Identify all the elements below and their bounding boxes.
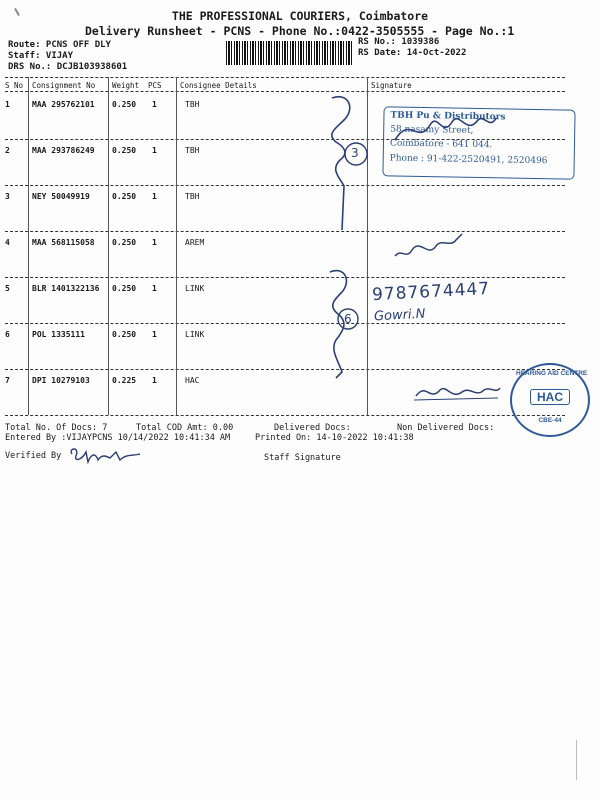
- seal-bottom-text: CBE-44: [538, 417, 562, 424]
- handwritten-phone: 9787674447: [371, 278, 491, 306]
- cell-consignee: LINK: [185, 284, 205, 293]
- cell-sno: 7: [5, 376, 10, 385]
- stamp-line: TBH Pu & Distributors: [390, 110, 506, 123]
- col-sep: [176, 77, 177, 415]
- rs-date: RS Date: 14-Oct-2022: [358, 48, 467, 58]
- cell-weight: 0.250: [112, 238, 137, 247]
- cell-consignment: DPI 10279103: [32, 376, 90, 385]
- seal-top-text: HEARING AID CENTRE: [516, 370, 588, 377]
- row-divider: [5, 323, 565, 324]
- cell-sno: 1: [5, 100, 10, 109]
- handwritten-name: Gowri.N: [373, 306, 426, 325]
- stamp-line: Coimbatore - 641 044.: [389, 138, 493, 151]
- cell-sno: 6: [5, 330, 10, 339]
- row-divider: [5, 369, 565, 370]
- staff-signature-label: Staff Signature: [264, 453, 341, 463]
- cell-pcs: 1: [152, 330, 157, 339]
- th-pcs: PCS: [148, 81, 162, 90]
- table-header-rule: [5, 91, 565, 92]
- row-divider: [5, 277, 565, 278]
- cell-weight: 0.250: [112, 284, 137, 293]
- cell-consignee: TBH: [185, 146, 200, 155]
- signature-scribble: [390, 228, 470, 268]
- cell-sno: 5: [5, 284, 10, 293]
- cell-pcs: 1: [152, 146, 157, 155]
- cell-pcs: 1: [152, 238, 157, 247]
- th-sno: S No: [5, 81, 24, 90]
- verified-by-label: Verified By: [5, 451, 62, 461]
- signature-scribble: [412, 378, 502, 406]
- cell-weight: 0.225: [112, 376, 137, 385]
- cell-consignment: MAA 568115058: [32, 238, 95, 247]
- cell-sno: 2: [5, 146, 10, 155]
- entered-by: Entered By :VIJAYPCNS 10/14/2022 10:41:34 AM: [5, 433, 231, 443]
- row-divider: [5, 231, 565, 232]
- cell-pcs: 1: [152, 192, 157, 201]
- circled-number: 3: [351, 146, 359, 160]
- cell-consignee: AREM: [185, 238, 205, 247]
- seal-center-text: HAC: [530, 389, 570, 405]
- cell-consignment: NEY 50049919: [32, 192, 90, 201]
- printed-on: Printed On: 14-10-2022 10:41:38: [255, 433, 414, 443]
- cell-weight: 0.250: [112, 192, 137, 201]
- cell-consignment: POL 1335111: [32, 330, 85, 339]
- scan-speck: [576, 740, 577, 780]
- stamp-line: Phone : 91-422-2520491, 2520496: [389, 153, 548, 167]
- th-consignee: Consignee Details: [180, 81, 257, 90]
- table-top-rule: [5, 77, 565, 78]
- total-cod: Total COD Amt: 0.00: [136, 423, 234, 433]
- route-label: Route: PCNS OFF DLY: [8, 40, 111, 50]
- cell-pcs: 1: [152, 100, 157, 109]
- cell-consignment: MAA 295762101: [32, 100, 95, 109]
- row-divider: [5, 185, 565, 186]
- th-signature: Signature: [371, 81, 412, 90]
- verifier-signature: [66, 444, 146, 466]
- non-delivered-docs: Non Delivered Docs:: [397, 423, 495, 433]
- signature-scribble: [390, 110, 500, 150]
- cell-weight: 0.250: [112, 330, 137, 339]
- cell-consignee: TBH: [185, 192, 200, 201]
- cell-pcs: 1: [152, 376, 157, 385]
- hearing-aid-seal: [510, 363, 590, 437]
- cell-consignment: MAA 293786249: [32, 146, 95, 155]
- total-docs: Total No. Of Docs: 7: [5, 423, 108, 433]
- cell-consignee: LINK: [185, 330, 205, 339]
- barcode: [226, 41, 354, 65]
- th-weight: Weight: [112, 81, 140, 90]
- cell-weight: 0.250: [112, 146, 137, 155]
- cell-sno: 4: [5, 238, 10, 247]
- cell-consignment: BLR 1401322136: [32, 284, 100, 293]
- table-bottom-rule: [5, 415, 565, 416]
- rs-number: RS No.: 1039386: [358, 37, 440, 47]
- cell-sno: 3: [5, 192, 10, 201]
- cell-consignee: HAC: [185, 376, 200, 385]
- cell-consignee: TBH: [185, 100, 200, 109]
- cell-pcs: 1: [152, 284, 157, 293]
- stamp-line: 58 nasamy Street,: [390, 124, 474, 136]
- delivered-docs: Delivered Docs:: [274, 423, 351, 433]
- col-sep: [28, 77, 29, 415]
- staff-label: Staff: VIJAY: [8, 51, 74, 61]
- company-title: THE PROFESSIONAL COURIERS, Coimbatore: [171, 9, 429, 23]
- col-sep: [108, 77, 109, 415]
- drs-number: DRS No.: DCJB103938601: [8, 62, 128, 72]
- cell-weight: 0.250: [112, 100, 137, 109]
- th-consignment: Consignment No: [32, 81, 96, 90]
- circled-number: 6: [344, 312, 352, 326]
- runsheet-subtitle: Delivery Runsheet - PCNS - Phone No.:0422-3505555 - Page No.:1: [85, 24, 515, 38]
